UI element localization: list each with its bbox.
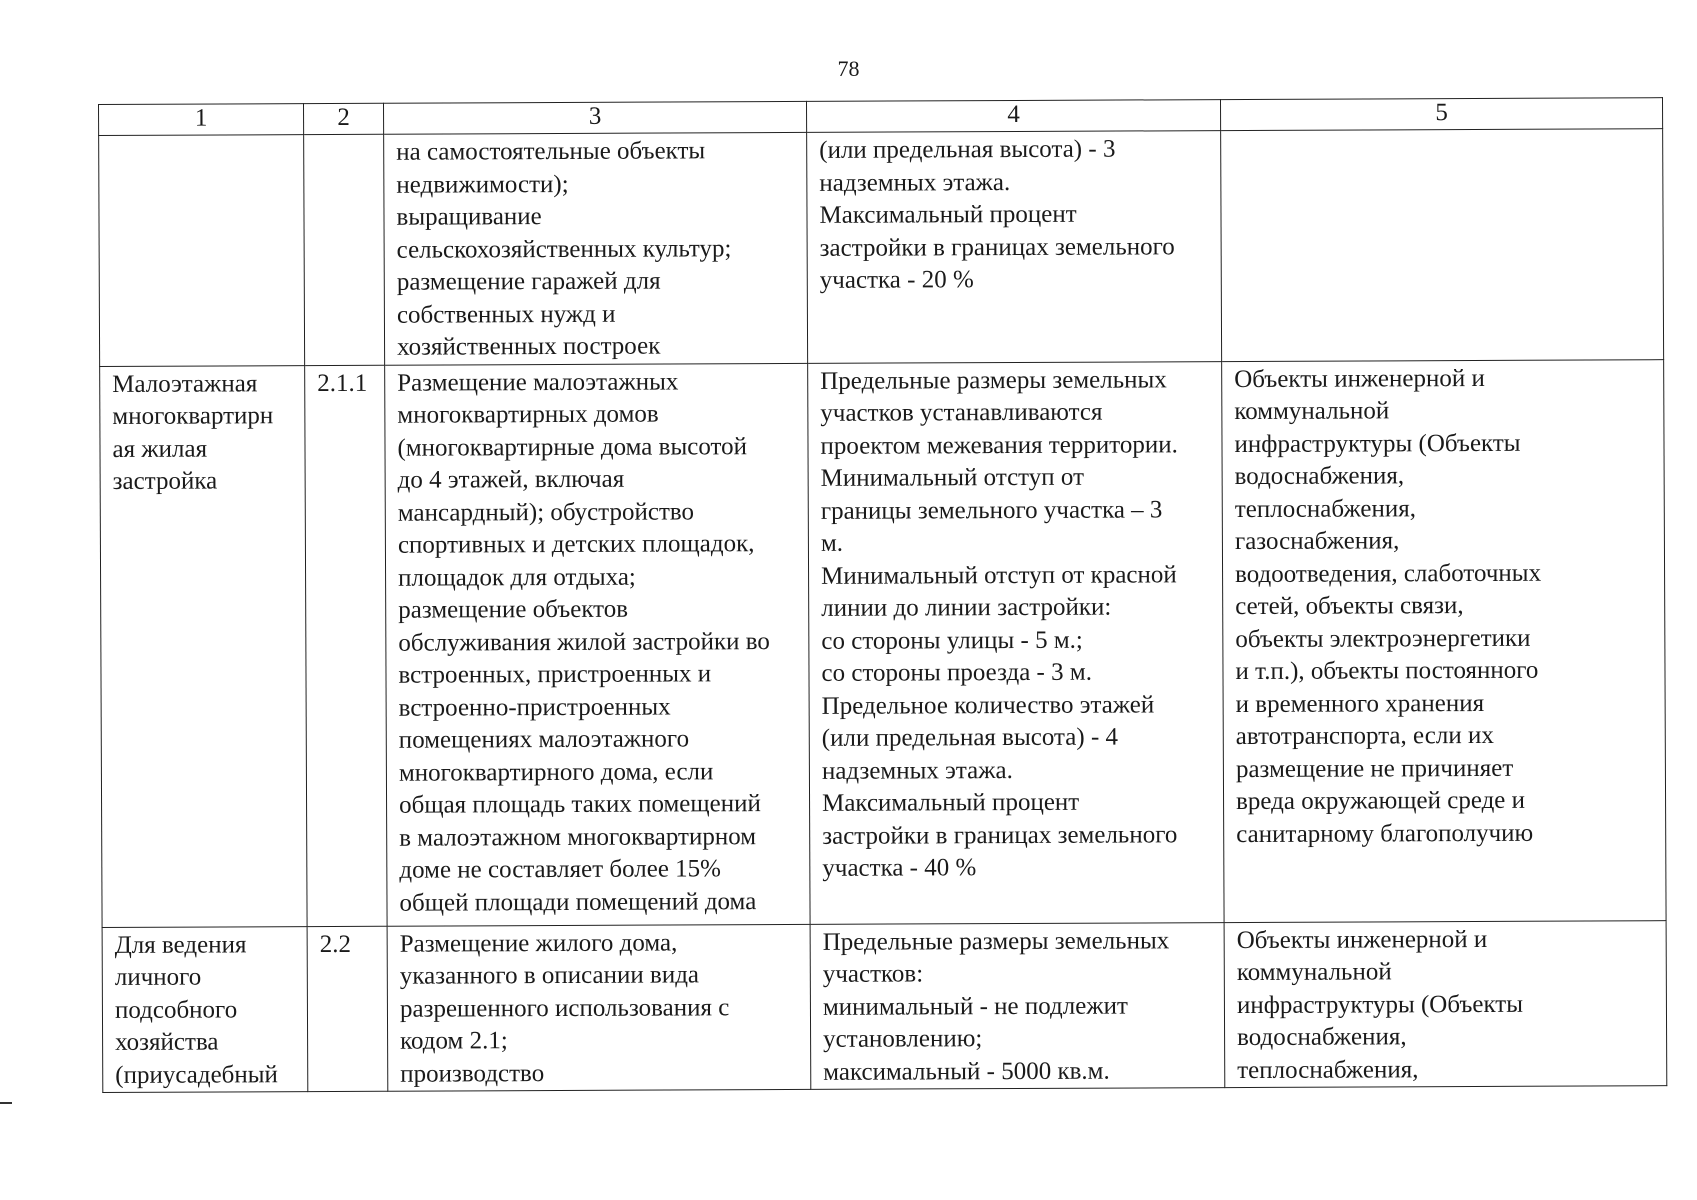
table-row (99, 129, 1664, 366)
column-header-4: 4 (806, 100, 1220, 133)
cell-use-parameters: Предельные размеры земельных участков устанавливаются проектом межевания территории. Минимальный отступ от границы земельного участка – 3 м. Минимальный отступ от красной линии до линии застройки: со стороны улицы - 5 м.; со стороны проезда - 3 м. Предельное количество этажей (или предельная высота) - 4 надземных этажа. Максимальный процент застройки в границах земельного участка - 40 % (808, 361, 1224, 924)
margin-mark (0, 1102, 12, 1104)
table-row (102, 920, 1667, 1092)
column-header-3: 3 (383, 101, 806, 134)
cell-use-name (99, 135, 305, 366)
table-row (100, 359, 1666, 927)
cell-use-name: Малоэтажная многоквартирн ая жилая застройка (100, 365, 307, 927)
column-header-1: 1 (99, 104, 304, 136)
cell-use-name: Для ведения личного подсобного хозяйства (приусадебный (102, 926, 308, 1092)
cell-use-code (304, 134, 385, 365)
cell-use-description: на самостоятельные объекты недвижимости); выращивание сельскохозяйственных культур; размещение гаражей для собственных нужд и хозяйственных построек (384, 132, 808, 364)
page-number: 78 (837, 56, 860, 81)
cell-use-code: 2.1.1 (305, 365, 387, 926)
cell-use-description: Размещение малоэтажных многоквартирных домов (многоквартирные дома высотой до 4 этажей, включая мансардный); обустройство спортивных и детских площадок, площадок для отдыха; размещение объектов обслуживания жилой застройки во встроенных, пристроенных и встроенно-пристроенных помещениях малоэтажного многоквартирного дома, если общая площадь таких помещений в малоэтажном многоквартирном доме не составляет более 15% общей площади помещений дома (385, 363, 810, 926)
cell-use-code: 2.2 (307, 926, 388, 1092)
cell-use-objects (1221, 129, 1664, 361)
cell-use-objects: Объекты инженерной и коммунальной инфраструктуры (Объекты водоснабжения, теплоснабжения, газоснабжения, водоотведения, слаботочных сетей, объекты связи, объекты электроэнергетики и т.п.), объекты постоянного и временного хранения автотранспорта, если их размещение не причиняет вреда окружающей среде и санитарному благополучию (1222, 359, 1666, 922)
cell-use-objects: Объекты инженерной и коммунальной инфраструктуры (Объекты водоснабжения, теплоснабжения, (1224, 920, 1667, 1087)
cell-use-parameters: (или предельная высота) - 3 надземных этажа. Максимальный процент застройки в границах земельного участка - 20 % (807, 131, 1222, 363)
regulations-table (98, 97, 1667, 1093)
column-header-5: 5 (1220, 98, 1662, 131)
cell-use-parameters: Предельные размеры земельных участков: минимальный - не подлежит установлению; максимальный - 5000 кв.м. (810, 922, 1225, 1089)
cell-use-description: Размещение жилого дома, указанного в описании вида разрешенного использования с кодом 2.1; производство (387, 924, 811, 1091)
column-header-2: 2 (304, 103, 384, 134)
regulations-table-container (98, 97, 1666, 1093)
